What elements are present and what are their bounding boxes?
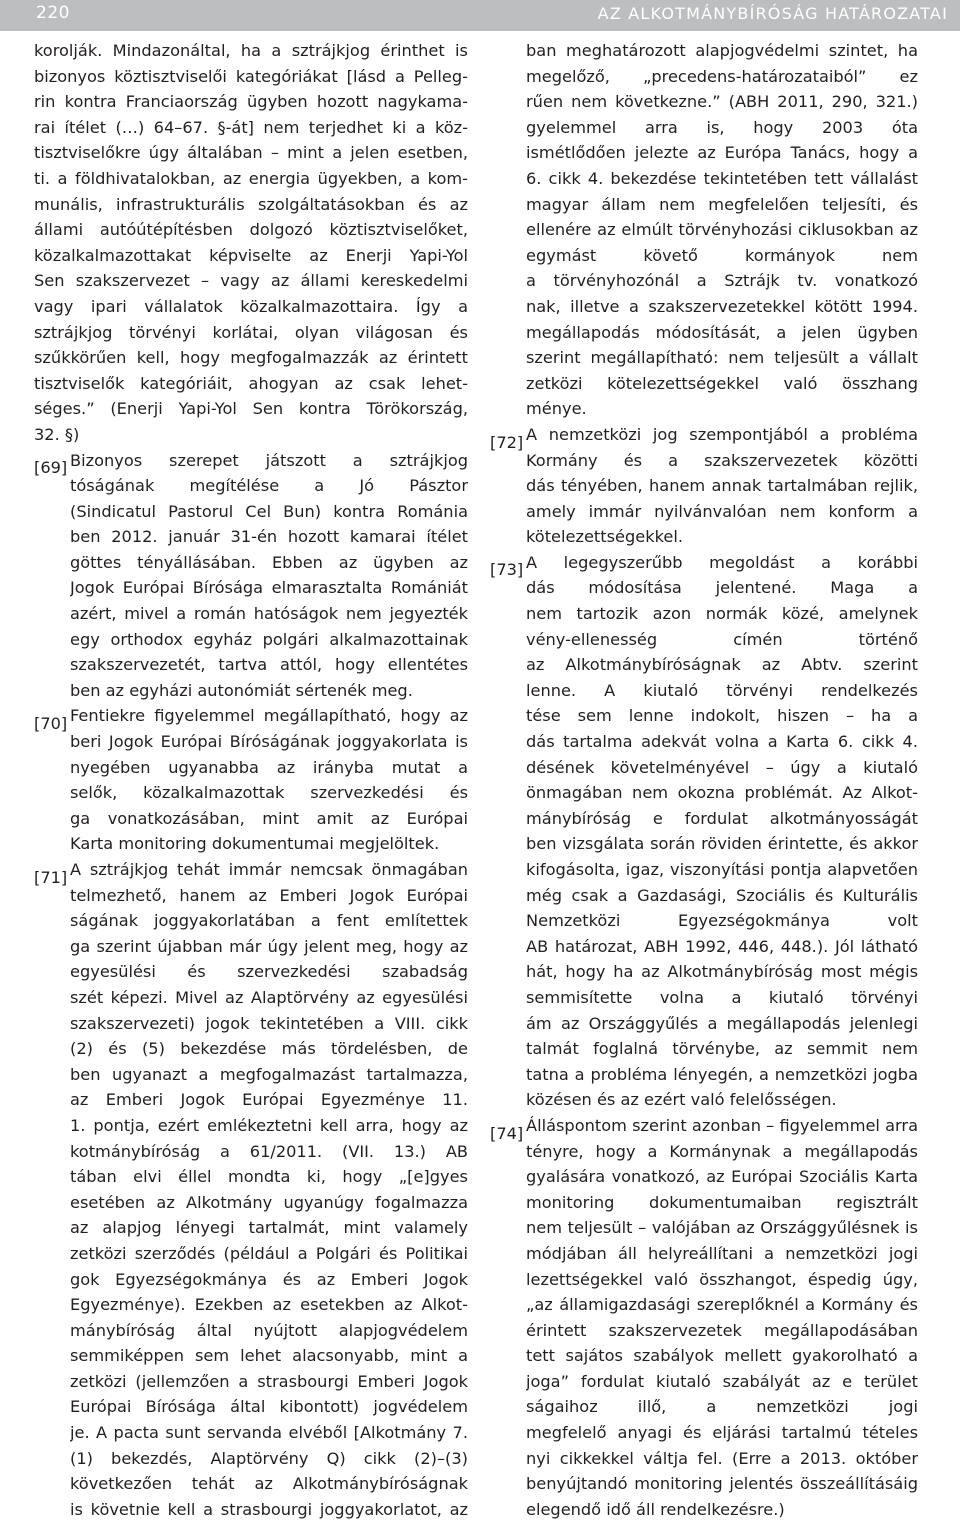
text-line <box>490 729 918 755</box>
line-text: tett sajátos szabályok mellett gyakorolható a <box>526 1346 918 1366</box>
text-line <box>490 499 918 525</box>
line-text: tisztviselők kategóriáit, ahogyan az csak lehet- <box>34 373 468 393</box>
line-text: megfelelő anyagi és eljárási tartalmú tételes <box>526 1423 918 1443</box>
line-text: (Sindicatul Pastorul Cel Bun) kontra Románia <box>70 501 468 521</box>
text-line <box>34 985 468 1011</box>
line-text: nem teljesült – valójában az Országgyűlésnek is <box>526 1218 918 1238</box>
line-text: önmagában nem okozna problémát. Az Alkot- <box>526 783 918 803</box>
text-line <box>490 1215 918 1241</box>
text-line <box>490 64 918 90</box>
line-text: az Emberi Jogok Európai Egyezménye 11. <box>70 1090 468 1110</box>
line-text: közésen és az ezért való felelősségen. <box>526 1090 837 1110</box>
text-line <box>34 524 468 550</box>
text-line <box>34 780 468 806</box>
paragraph-number: [72] <box>490 432 524 452</box>
text-line <box>490 1420 918 1446</box>
text-line <box>34 294 468 320</box>
text-line <box>34 1420 468 1446</box>
text-line <box>490 575 918 601</box>
text-line <box>34 1036 468 1062</box>
text-line <box>34 345 468 371</box>
line-text: ban meghatározott alapjogvédelmi szintet, ha <box>526 41 918 60</box>
line-text: séges.” (Enerji Yapi-Yol Sen kontra Törökország, <box>34 399 468 419</box>
text-line <box>34 729 468 755</box>
line-text: Európai Bírósága által kibontott) jogvédelem <box>70 1397 468 1417</box>
line-text: (1) bekezdés, Alaptörvény Q) cikk (2)–(3) <box>70 1448 468 1468</box>
line-text: (2) és (5) bekezdése más tördelésben, de <box>70 1039 468 1059</box>
line-text: vény-ellenesség címén történő <box>526 629 918 649</box>
line-text: az alapjog lényegi tartalmát, mint valamely <box>70 1218 468 1238</box>
line-text: szakszervezetét, tartva attól, hogy ellentétes <box>70 655 468 675</box>
line-text: ga vonatkozásában, mint amit az Európai <box>70 808 468 828</box>
text-line <box>34 678 468 704</box>
text-line <box>34 1011 468 1037</box>
line-text: selők, közalkalmazottak szervezkedési és <box>70 783 468 803</box>
line-text: szűkkörűen kell, hogy megfogalmazzák az érintett <box>34 348 468 368</box>
line-text: ménye. <box>526 399 587 419</box>
line-text: korolják. Mindazonáltal, ha a sztrájkjog érinthet is <box>34 41 468 60</box>
text-line <box>34 1164 468 1190</box>
line-text: A nemzetközi jog szempontjából a probléma <box>526 424 918 444</box>
line-text: szakszervezeti) jogok tekintetében a VIII. cikk <box>70 1013 468 1033</box>
line-text: lezettségekkel való összhangot, éspedig úgy, <box>526 1269 918 1289</box>
text-line <box>490 1343 918 1369</box>
text-line <box>490 448 918 474</box>
line-text: lenne. A kiutaló törvényi rendelkezés <box>526 680 918 700</box>
line-text: ti. a földhivatalokban, az energia ügyekben, a kom- <box>34 168 468 188</box>
line-text: joga” fordulat kiutaló szabályát az e terület <box>526 1371 918 1391</box>
text-line <box>490 908 918 934</box>
line-text: nak, illetve a szakszervezetekkel kötött 1994. <box>526 296 918 316</box>
line-text: Karta monitoring dokumentumai megjelöltek. <box>70 834 440 854</box>
line-text: egymást követő kormányok nem <box>526 245 918 265</box>
line-text: gyalására vonatkozó, az Európai Szociális Karta <box>526 1167 918 1187</box>
line-text: tában elvi éllel mondta ki, hogy „[e]gyes <box>70 1167 468 1187</box>
text-line <box>34 1343 468 1369</box>
line-text: még csak a Gazdasági, Szociális és Kulturális <box>526 885 918 905</box>
text-line <box>490 857 918 883</box>
text-line <box>34 422 468 448</box>
text-line <box>490 1113 918 1143</box>
text-line <box>490 1062 918 1088</box>
text-line <box>34 396 468 422</box>
text-line <box>490 1190 918 1216</box>
line-text: nyegében ugyanabba az irányba mutat a <box>70 757 468 777</box>
text-line <box>490 243 918 269</box>
text-line <box>34 1471 468 1497</box>
line-text: dás tartalma adekvát volna a Karta 6. cikk 4. <box>526 732 918 752</box>
text-line <box>490 550 918 580</box>
line-text: ga szerint újabban már úgy jelent meg, hogy az <box>70 936 468 956</box>
text-line <box>34 473 468 499</box>
text-line <box>490 371 918 397</box>
line-text: rai ítélet (…) 64–67. §-át] nem terjedhet ki a köz- <box>34 117 468 137</box>
line-text: bizonyos köztisztviselői kategóriákat [lásd a Pelleg- <box>34 66 468 86</box>
line-text: ságaihoz illő, a nemzetközi jogi <box>526 1397 918 1417</box>
text-line <box>490 345 918 371</box>
text-line <box>490 1446 918 1472</box>
text-line <box>34 1318 468 1344</box>
text-line <box>490 1394 918 1420</box>
line-text: elegendő idő áll rendelkezésre.) <box>526 1499 785 1519</box>
text-line <box>34 243 468 269</box>
line-text: azért, mivel a román hatóságok nem jegyezték <box>70 604 468 624</box>
line-text: 6. cikk 4. bekezdése tekintetében tett vállalást <box>526 168 918 188</box>
line-text: beri Jogok Európai Bíróságának joggyakorlata is <box>70 732 468 752</box>
line-text: vagy ipari vállalatok közalkalmazottaira. Így a <box>34 296 468 316</box>
text-line <box>34 883 468 909</box>
text-line <box>490 831 918 857</box>
text-line <box>34 1062 468 1088</box>
line-text: ám az Országgyűlés a megállapodás jelenlegi <box>526 1013 918 1033</box>
text-line <box>490 1292 918 1318</box>
text-line <box>34 703 468 734</box>
line-text: az Alkotmánybíróságnak az Abtv. szerint <box>526 655 918 675</box>
text-line <box>34 1215 468 1241</box>
text-line <box>34 1369 468 1395</box>
paragraph-number: [74] <box>490 1123 524 1143</box>
line-text: magyar állam nem megfelelően teljesíti, és <box>526 194 918 214</box>
line-text: Álláspontom szerint azonban – figyelemmel arra <box>526 1115 918 1135</box>
text-line <box>490 678 918 704</box>
text-line <box>490 166 918 192</box>
line-text: semmiképpen sem lehet alacsonyabb, mint a <box>70 1346 468 1366</box>
text-line <box>34 1267 468 1293</box>
line-text: 32. §) <box>34 424 80 444</box>
line-text: Egyezménye). Ezekben az esetekben az Alkot- <box>70 1295 468 1315</box>
text-line <box>490 268 918 294</box>
text-line <box>490 320 918 346</box>
text-line <box>490 627 918 653</box>
text-line <box>490 473 918 499</box>
text-line <box>34 1113 468 1139</box>
line-text: ellenére az elmúlt törvényhozási ciklusokban az <box>526 220 918 240</box>
paragraph-number: [71] <box>34 867 68 887</box>
text-line <box>34 89 468 115</box>
line-text: monitoring dokumentumaiban regisztrált <box>526 1192 918 1212</box>
text-line <box>34 652 468 678</box>
text-line <box>34 38 468 64</box>
line-text: Nemzetközi Egyezségokmánya volt <box>526 911 918 931</box>
text-line <box>34 1292 468 1318</box>
line-text: hát, hogy ha az Alkotmánybíróság most mégis <box>526 962 918 982</box>
text-line <box>34 1394 468 1420</box>
text-line <box>34 320 468 346</box>
line-text: 1. pontja, ezért emlékeztetni kell arra, hogy az <box>70 1115 468 1135</box>
line-text: telmezhető, hanem az Emberi Jogok Európai <box>70 885 468 905</box>
page-header <box>0 0 960 31</box>
text-line <box>490 217 918 243</box>
text-line <box>34 115 468 141</box>
page-number: 220 <box>36 3 70 23</box>
line-text: dás tényében, hanem annak tartalmában rejlik, <box>526 476 918 496</box>
paragraph-number: [73] <box>490 560 524 580</box>
text-line <box>490 192 918 218</box>
line-text: A sztrájkjog tehát immár nemcsak önmagában <box>70 860 468 879</box>
line-text: „az államigazdasági szereplőknél a Kormány és <box>526 1295 918 1315</box>
line-text: ismétlődően jelezte az Európa Tanács, hogy a <box>526 143 918 163</box>
line-text: AB határozat, ABH 1992, 446, 448.). Jól látható <box>526 936 918 956</box>
text-line <box>490 883 918 909</box>
text-line <box>34 1087 468 1113</box>
line-text: tése sem lenne indokolt, hiszen – ha a <box>526 706 918 726</box>
text-line <box>490 755 918 781</box>
text-line <box>34 755 468 781</box>
line-text: kotmánybíróság a 61/2011. (VII. 13.) AB <box>70 1141 468 1161</box>
text-line <box>490 601 918 627</box>
text-line <box>34 1139 468 1165</box>
text-line <box>34 959 468 985</box>
line-text: egy orthodox egyház polgári alkalmazottainak <box>70 629 468 649</box>
line-text: Bizonyos szerepet játszott a sztrájkjog <box>70 450 468 470</box>
text-line <box>34 1241 468 1267</box>
text-line <box>490 140 918 166</box>
line-text: ságának joggyakorlatában a fent említettek <box>70 911 468 931</box>
line-text: rin kontra Franciaország ügyben hozott nagykama- <box>34 92 468 112</box>
line-text: dás módosítása jelentené. Maga a <box>526 578 918 598</box>
text-line <box>490 1318 918 1344</box>
line-text: állami autóútépítésben dolgozó köztisztviselőket, <box>34 220 468 240</box>
text-line <box>490 1241 918 1267</box>
line-text: Fentiekre figyelemmel megállapítható, hogy az <box>70 706 468 726</box>
paragraph-number: [70] <box>34 714 68 734</box>
line-text: szét képezi. Mivel az Alaptörvény az egyesülési <box>70 987 468 1007</box>
text-line <box>490 780 918 806</box>
line-text: sztrájkjog törvényi korlátai, olyan világosan és <box>34 322 468 342</box>
line-text: nyi cikkekkel váltja fel. (Erre a 2013. október <box>526 1448 918 1468</box>
line-text: amely immár nyilvánvalóan nem konform a <box>526 501 918 521</box>
line-text: módjában áll helyreállítani a nemzetközi jogi <box>526 1243 918 1263</box>
text-line <box>490 934 918 960</box>
text-line <box>490 703 918 729</box>
line-text: zetközi kötelezettségekkel való összhang <box>526 373 918 393</box>
text-line <box>490 89 918 115</box>
line-text: zetközi (jellemzően a strasbourgi Emberi Jogok <box>70 1371 468 1391</box>
text-line <box>490 396 918 422</box>
text-line <box>490 806 918 832</box>
text-line <box>490 1011 918 1037</box>
line-text: esetében az Alkotmány ugyanúgy fogalmazza <box>70 1192 468 1212</box>
line-text: tatna a probléma lényegén, a nemzetközi jogba <box>526 1064 918 1084</box>
text-line <box>490 1471 918 1497</box>
line-text: szerint megállapítható: nem teljesült a vállalt <box>526 348 918 368</box>
text-line <box>34 64 468 90</box>
paragraph-number: [69] <box>34 458 68 478</box>
line-text: tóságának megítélése a Jó Pásztor <box>70 476 468 496</box>
line-text: tisztviselőkre úgy általában – mint a jelen esetben, <box>34 143 468 163</box>
text-line <box>490 38 918 64</box>
line-text: nem tartozik azon normák közé, amelynek <box>526 604 918 624</box>
line-text: egyesülési és szervezkedési szabadság <box>70 962 468 982</box>
line-text: érintett szakszervezetek megállapodásában <box>526 1320 918 1340</box>
text-line <box>490 1497 918 1523</box>
text-line <box>34 857 468 887</box>
line-text: gok Egyezségokmánya és az Emberi Jogok <box>70 1269 468 1289</box>
text-line <box>490 959 918 985</box>
line-text: kötelezettségekkel. <box>526 527 684 547</box>
text-line <box>34 1497 468 1523</box>
line-text: Jogok Európai Bírósága elmarasztalta Romániát <box>70 578 468 598</box>
text-line <box>34 217 468 243</box>
text-line <box>34 268 468 294</box>
text-line <box>490 1164 918 1190</box>
line-text: következően tehát az Alkotmánybíróságnak <box>70 1474 468 1494</box>
line-text: je. A pacta sunt servanda elvéből [Alkotmány 7. <box>70 1423 468 1443</box>
text-line <box>34 934 468 960</box>
line-text: ben az egyházi autonómiát sértenék meg. <box>70 680 413 700</box>
line-text: Sen szakszervezet – vagy az állami kereskedelmi <box>34 271 468 291</box>
text-line <box>34 831 468 857</box>
line-text: megállapodás módosítását, a jelen ügyben <box>526 322 918 342</box>
line-text: gyelemmel arra is, hogy 2003 óta <box>526 117 918 137</box>
text-line <box>34 575 468 601</box>
line-text: zetközi szerződés (például a Polgári és Politikai <box>70 1243 468 1263</box>
text-line <box>490 115 918 141</box>
line-text: désének követelményével – úgy a kiutaló <box>526 757 918 777</box>
line-text: benyújtandó monitoring jelentés összeállításáig <box>526 1474 918 1494</box>
text-line <box>34 371 468 397</box>
text-line <box>490 1139 918 1165</box>
line-text: közalkalmazottakat képviselte az Enerji Yapi-Yol <box>34 245 468 265</box>
text-line <box>34 448 468 478</box>
text-line <box>34 806 468 832</box>
text-line <box>490 1267 918 1293</box>
line-text: ben ugyanazt a megfogalmazást tartalmazza, <box>70 1064 468 1084</box>
line-text: mánybíróság e fordulat alkotmányosságát <box>526 808 918 828</box>
text-line <box>34 192 468 218</box>
line-text: kifogásolta, igaz, viszonyítási pontja alapvetően <box>526 860 918 879</box>
text-line <box>34 601 468 627</box>
line-text: ben vizsgálata során röviden érintette, és akkor <box>526 834 918 854</box>
line-text: Kormány és a szakszervezetek közötti <box>526 450 918 470</box>
text-line <box>490 985 918 1011</box>
line-text: talmát foglalná törvénybe, az semmit nem <box>526 1039 918 1059</box>
text-line <box>490 524 918 550</box>
text-line <box>34 1190 468 1216</box>
right-column <box>490 38 918 1522</box>
text-line <box>34 908 468 934</box>
running-head: AZ ALKOTMÁNYBÍRÓSÁG HATÁROZATAI <box>597 4 948 23</box>
text-line <box>490 1087 918 1113</box>
line-text: ben 2012. január 31-én hozott kamarai ítélet <box>70 527 468 547</box>
line-text: mánybíróság által nyújtott alapjogvédelem <box>70 1320 468 1340</box>
line-text: göttes tényállásában. Ebben az ügyben az <box>70 552 468 572</box>
text-line <box>490 294 918 320</box>
text-line <box>34 1446 468 1472</box>
line-text: megelőző, „precedens-határozataiból” ez <box>526 66 918 86</box>
text-line <box>34 166 468 192</box>
text-line <box>490 1369 918 1395</box>
text-line <box>490 1036 918 1062</box>
text-line <box>34 627 468 653</box>
text-line <box>490 652 918 678</box>
text-line <box>34 499 468 525</box>
line-text: a törvényhozónál a Sztrájk tv. vonatkozó <box>526 271 918 291</box>
left-column <box>34 38 468 1522</box>
text-line <box>34 140 468 166</box>
line-text: semmisítette volna a kiutaló törvényi <box>526 987 918 1007</box>
text-line <box>490 422 918 452</box>
line-text: tényre, hogy a Kormánynak a megállapodás <box>526 1141 918 1161</box>
text-line <box>34 550 468 576</box>
line-text: munális, infrastrukturális szolgáltatásokban és az <box>34 194 468 214</box>
line-text: is követnie kell a strasbourgi joggyakorlatot, az <box>70 1499 468 1519</box>
line-text: rűen nem következne.” (ABH 2011, 290, 321.) <box>526 92 918 112</box>
line-text: A legegyszerűbb megoldást a korábbi <box>526 552 918 572</box>
